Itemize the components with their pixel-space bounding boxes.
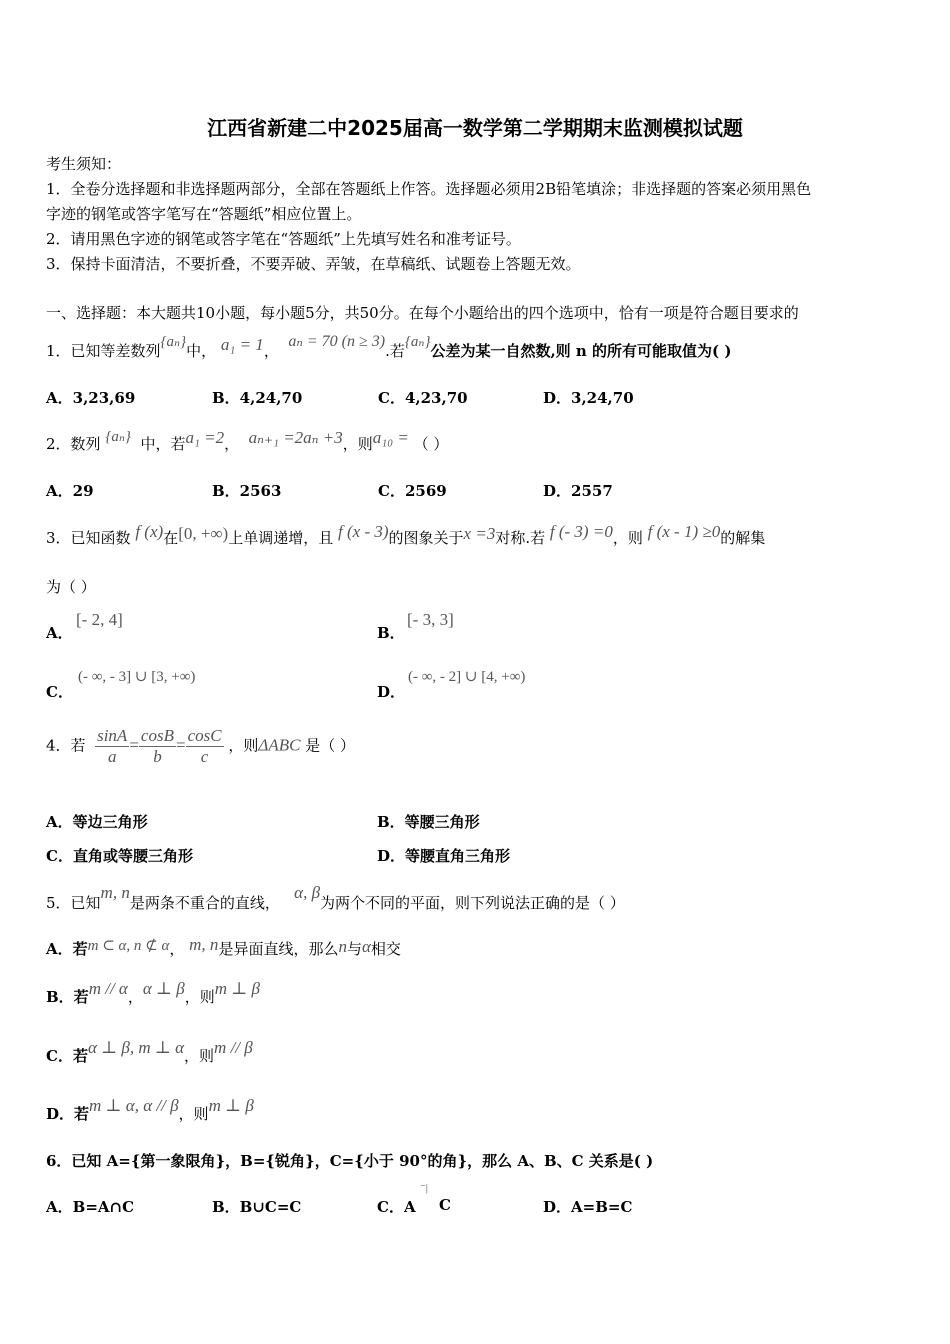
- option: B．2563: [212, 482, 282, 500]
- q5-option-d: D．若m ⊥ α, α // β，则m ⊥ β: [46, 1096, 254, 1123]
- option-math: [- 3, 3]: [407, 610, 454, 629]
- option: B．4,24,70: [212, 389, 303, 407]
- q4-fraction: $\frac{\cos B}{b}$: [140, 726, 174, 766]
- option: C．直角或等腰三角形: [46, 847, 193, 865]
- q1-seq: {aₙ}: [160, 334, 187, 350]
- option: A．29: [46, 482, 94, 500]
- q5-option-c: C．若α ⊥ β, m ⊥ α，则m // β: [46, 1038, 253, 1065]
- option-math: (- ∞, - 2] ∪ [4, +∞): [408, 669, 526, 685]
- question-4: [46, 726, 355, 767]
- option: D．A=B=C: [543, 1198, 633, 1216]
- option: D．3,24,70: [543, 389, 634, 407]
- q1-an: aₙ = 70 (n ≥ 3): [288, 333, 386, 350]
- page-title: 江西省新建二中2025届高一数学第二学期期末监测模拟试题: [207, 116, 743, 140]
- q2-a1: a₁ =2: [185, 428, 225, 447]
- q4-text: 4．若: [46, 736, 86, 755]
- q2-text: ，则: [342, 435, 373, 453]
- option: C．A: [377, 1198, 416, 1216]
- q4-fraction: $\frac{\cos C}{c}$: [187, 726, 222, 766]
- q4-eq: =: [175, 735, 186, 755]
- option: D．: [377, 683, 406, 701]
- q4-text: ，则: [228, 736, 259, 755]
- option: D．等腰直角三角形: [377, 847, 511, 865]
- notice-item: 1．全卷分选择题和非选择题两部分，全部在答题纸上作答。选择题必须用2B铅笔填涂；非选择题的答案必须用黑色: [46, 180, 812, 198]
- q1-text: .若: [385, 342, 405, 360]
- q3-text: ，则: [612, 529, 643, 547]
- q4-tri: ΔABC: [258, 735, 301, 755]
- question-2: [46, 428, 449, 454]
- option: C．4,23,70: [378, 389, 468, 407]
- option: B．等腰三角形: [377, 813, 480, 831]
- option: B．B∪C=C: [212, 1198, 302, 1216]
- q2-text: ，: [224, 435, 240, 453]
- q5-text: 5．已知: [46, 894, 101, 912]
- option: C．2569: [378, 482, 447, 500]
- notice-item: 2．请用黑色字迹的钢笔或答字笔在“答题纸”上先填写姓名和准考证号。: [46, 230, 521, 248]
- q5-ab: α, β: [294, 883, 321, 902]
- notice-item: 字迹的钢笔或答字笔写在“答题纸”相应位置上。: [46, 205, 362, 223]
- q1-text: 1．已知等差数列: [46, 342, 161, 360]
- q3-text: 在: [163, 529, 179, 547]
- question-6: 6．已知 A={第一象限角}，B={锐角}，C={小于 90°的角}，那么 A、B、C 关系是( ): [46, 1152, 654, 1170]
- option: A．等边三角形: [46, 813, 148, 831]
- q5-text: 为两个不同的平面，则下列说法正确的是（ ）: [320, 894, 625, 912]
- q3-text: 3．已知函数: [46, 529, 131, 547]
- option: B．: [377, 624, 405, 642]
- q4-text: 是（ ）: [305, 736, 356, 755]
- notice-heading: 考生须知：: [46, 155, 122, 173]
- q5-text: 是两条不重合的直线，: [129, 894, 280, 912]
- q3-x3: x =3: [463, 524, 496, 543]
- q2-seq: {aₙ}: [105, 429, 131, 445]
- q1-a1: a₁ = 1: [220, 335, 264, 354]
- q3-ineq: f (x - 1) ≥0: [647, 522, 721, 541]
- q3-fx3: f (x - 3): [338, 522, 389, 541]
- section-heading: 一、选择题：本大题共10小题，每小题5分，共50分。在每个小题给出的四个选项中，恰有一项是符合题目要求的: [46, 304, 799, 322]
- q4-eq: =: [129, 735, 139, 755]
- q2-text: 2．数列: [46, 435, 101, 453]
- option-math: [- 2, 4]: [76, 610, 123, 629]
- option-math: (- ∞, - 3] ∪ [3, +∞): [78, 669, 196, 685]
- q1-text: 公差为某一自然数,则 n 的所有可能取值为( ): [430, 342, 732, 360]
- q3-text: 对称.若: [495, 529, 546, 547]
- q3-f: f (x): [135, 522, 164, 541]
- q3-text: 的图象关于: [388, 529, 464, 547]
- q3-text: 的解集: [720, 529, 766, 547]
- q5-mn: m, n: [100, 883, 130, 902]
- q3-interval: [0, +∞): [178, 524, 229, 543]
- option: A．3,23,69: [46, 389, 136, 407]
- q2-rec: aₙ₊₁ =2aₙ +3: [248, 428, 343, 447]
- option: A．B=A∩C: [46, 1198, 135, 1216]
- subset-mark: ⁻|: [420, 1182, 429, 1194]
- q2-text: 中，若: [140, 435, 186, 453]
- q2-text: （ ）: [413, 435, 449, 453]
- option: C: [439, 1196, 451, 1214]
- notice-item: 3．保持卡面清洁，不要折叠，不要弄破、弄皱，在草稿纸、试题卷上答题无效。: [46, 255, 581, 273]
- q1-text: 中，: [186, 342, 217, 360]
- q5-option-a: A．若m ⊂ α, n ⊄ α， m, n是异面直线，那么n与α相交: [46, 935, 401, 958]
- q5-option-b: B．若m // α，α ⊥ β，则m ⊥ β: [46, 979, 260, 1006]
- q1-seq: {aₙ}: [404, 334, 431, 350]
- question-1: [46, 333, 732, 361]
- q3-fm3: f (- 3) =0: [549, 522, 613, 541]
- q1-text: ，: [263, 342, 279, 360]
- question-3-line2: 为（ ）: [46, 578, 96, 596]
- q3-text: 上单调递增，且: [228, 529, 334, 547]
- q4-fraction: $\frac{\sin A}{a}$: [97, 726, 128, 766]
- option: C．: [46, 683, 73, 701]
- question-3: [46, 522, 766, 548]
- question-5: [46, 883, 625, 913]
- q2-a10: a₁₀ =: [372, 428, 409, 447]
- option: A．: [46, 624, 73, 642]
- option: D．2557: [543, 482, 613, 500]
